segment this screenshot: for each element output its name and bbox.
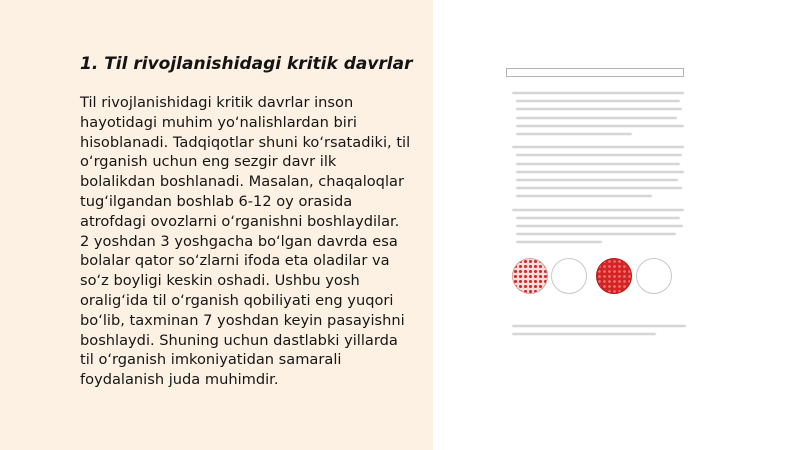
page-caption-line xyxy=(512,333,656,335)
page-text-line xyxy=(516,217,680,219)
page-text-line xyxy=(516,163,680,165)
page-text-line xyxy=(512,92,684,94)
page-text-line xyxy=(516,171,684,173)
document-page-image xyxy=(506,68,696,372)
figure-dotted-circle xyxy=(512,258,548,294)
page-header-bar xyxy=(506,68,684,77)
page-text-line xyxy=(516,117,677,119)
page-text-line xyxy=(516,133,632,135)
page-text-line xyxy=(512,209,684,211)
figure-empty-circle-2 xyxy=(636,258,672,294)
slide-heading: 1. Til rivojlanishidagi kritik davrlar xyxy=(80,54,413,74)
page-text-line xyxy=(516,179,678,181)
slide-body-text: Til rivojlanishidagi kritik davrlar inson hayotidagi muhim yo‘nalishlardan biri hisoblanadi. Tadqiqotlar shuni ko‘rsatadiki, til o‘rganish uchun eng sezgir davr ilk bolalikdan boshlanadi. Masalan, chaqaloqlar tug‘ilgandan boshlab 6-12 oy orasida atrofdagi ovozlarni o‘rganishni boshlaydilar. 2 yoshdan 3 yoshgacha bo‘lgan davrda esa bolalar qator so‘zlarni ifoda eta oladilar va so‘z boyligi keskin oshadi. Ushbu yosh oralig‘ida til o‘rganish qobiliyati eng yuqori bo‘lib, taxminan 7 yoshdan keyin pasayishni boshlaydi. Shuning uchun dastlabki yillarda til o‘rganish imkoniyatidan samarali foydalanish juda muhimdir. xyxy=(80,94,411,389)
page-text-line xyxy=(516,108,682,110)
page-text-line xyxy=(516,225,683,227)
figure-empty-circle xyxy=(551,258,587,294)
page-text-line xyxy=(516,195,652,197)
page-text-line xyxy=(516,241,602,243)
page-text-line xyxy=(516,233,676,235)
page-text-line xyxy=(516,125,684,127)
page-text-line xyxy=(516,154,682,156)
figure-red-circle xyxy=(596,258,632,294)
page-text-line xyxy=(512,146,684,148)
page-caption-line xyxy=(512,325,686,327)
page-text-line xyxy=(516,100,680,102)
page-text-line xyxy=(516,187,682,189)
